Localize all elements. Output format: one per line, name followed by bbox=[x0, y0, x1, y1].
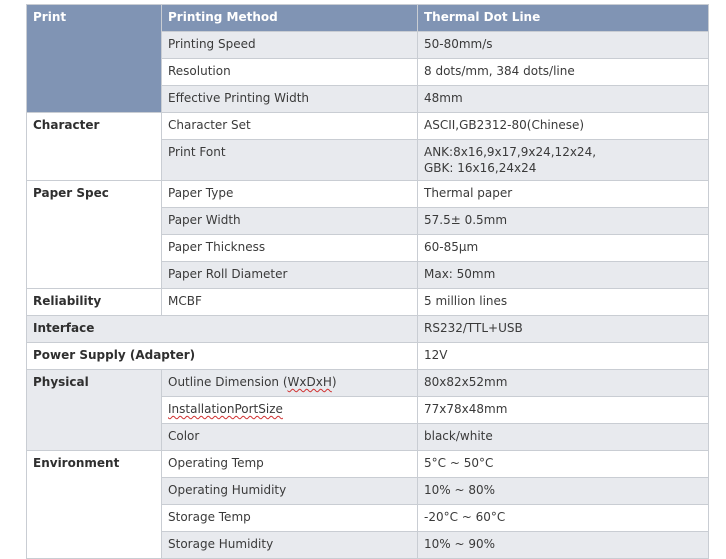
category-reliability: Reliability bbox=[27, 289, 162, 316]
print-font-line1: ANK:8x16,9x17,9x24,12x24, bbox=[424, 145, 597, 159]
port-size-label: InstallationPortSize bbox=[168, 402, 283, 416]
table-row bbox=[27, 181, 709, 208]
value-cell: 57.5± 0.5mm bbox=[418, 208, 709, 235]
item-cell: Operating Temp bbox=[162, 451, 418, 478]
item-cell: Paper Thickness bbox=[162, 235, 418, 262]
item-cell: Character Set bbox=[162, 113, 418, 140]
value-cell: 77x78x48mm bbox=[418, 397, 709, 424]
value-cell: Thermal paper bbox=[418, 181, 709, 208]
header-value: Thermal Dot Line bbox=[418, 5, 709, 32]
item-cell: Print Font bbox=[162, 140, 418, 181]
value-cell: 50-80mm/s bbox=[418, 32, 709, 59]
item-cell: Paper Width bbox=[162, 208, 418, 235]
outline-post: ) bbox=[331, 375, 337, 389]
value-cell: 10% ~ 90% bbox=[418, 532, 709, 559]
value-cell: black/white bbox=[418, 424, 709, 451]
item-cell: MCBF bbox=[162, 289, 418, 316]
category-environment: Environment bbox=[27, 451, 162, 559]
table-row bbox=[27, 289, 709, 316]
category-paper-spec: Paper Spec bbox=[27, 181, 162, 289]
item-cell: Operating Humidity bbox=[162, 478, 418, 505]
value-cell: 12V bbox=[418, 343, 709, 370]
value-cell: 48mm bbox=[418, 86, 709, 113]
value-cell: ASCII,GB2312-80(Chinese) bbox=[418, 113, 709, 140]
value-cell: -20°C ~ 60°C bbox=[418, 505, 709, 532]
item-cell: Color bbox=[162, 424, 418, 451]
table-row bbox=[27, 370, 709, 397]
value-cell: 8 dots/mm, 384 dots/line bbox=[418, 59, 709, 86]
value-cell: 80x82x52mm bbox=[418, 370, 709, 397]
item-cell: Paper Type bbox=[162, 181, 418, 208]
outline-mark: WxDxH bbox=[287, 375, 332, 389]
value-cell: RS232/TTL+USB bbox=[418, 316, 709, 343]
spec-table bbox=[26, 4, 709, 559]
table-row bbox=[27, 113, 709, 140]
value-cell: 5°C ~ 50°C bbox=[418, 451, 709, 478]
item-cell: Storage Temp bbox=[162, 505, 418, 532]
category-character: Character bbox=[27, 113, 162, 181]
category-interface: Interface bbox=[27, 316, 418, 343]
value-cell bbox=[418, 140, 709, 181]
item-cell bbox=[162, 370, 418, 397]
header-item: Printing Method bbox=[162, 5, 418, 32]
value-cell: 10% ~ 80% bbox=[418, 478, 709, 505]
outline-pre: Outline Dimension ( bbox=[168, 375, 288, 389]
item-cell: Storage Humidity bbox=[162, 532, 418, 559]
table-row bbox=[27, 316, 709, 343]
table-row bbox=[27, 451, 709, 478]
item-cell bbox=[162, 397, 418, 424]
item-cell: Printing Speed bbox=[162, 32, 418, 59]
value-cell: Max: 50mm bbox=[418, 262, 709, 289]
value-cell: 5 million lines bbox=[418, 289, 709, 316]
category-power-supply: Power Supply (Adapter) bbox=[27, 343, 418, 370]
item-cell: Resolution bbox=[162, 59, 418, 86]
table-row bbox=[27, 5, 709, 32]
item-cell: Effective Printing Width bbox=[162, 86, 418, 113]
table-row bbox=[27, 343, 709, 370]
category-print: Print bbox=[27, 5, 162, 113]
print-font-line2: GBK: 16x16,24x24 bbox=[424, 161, 537, 175]
category-physical: Physical bbox=[27, 370, 162, 451]
value-cell: 60-85μm bbox=[418, 235, 709, 262]
item-cell: Paper Roll Diameter bbox=[162, 262, 418, 289]
